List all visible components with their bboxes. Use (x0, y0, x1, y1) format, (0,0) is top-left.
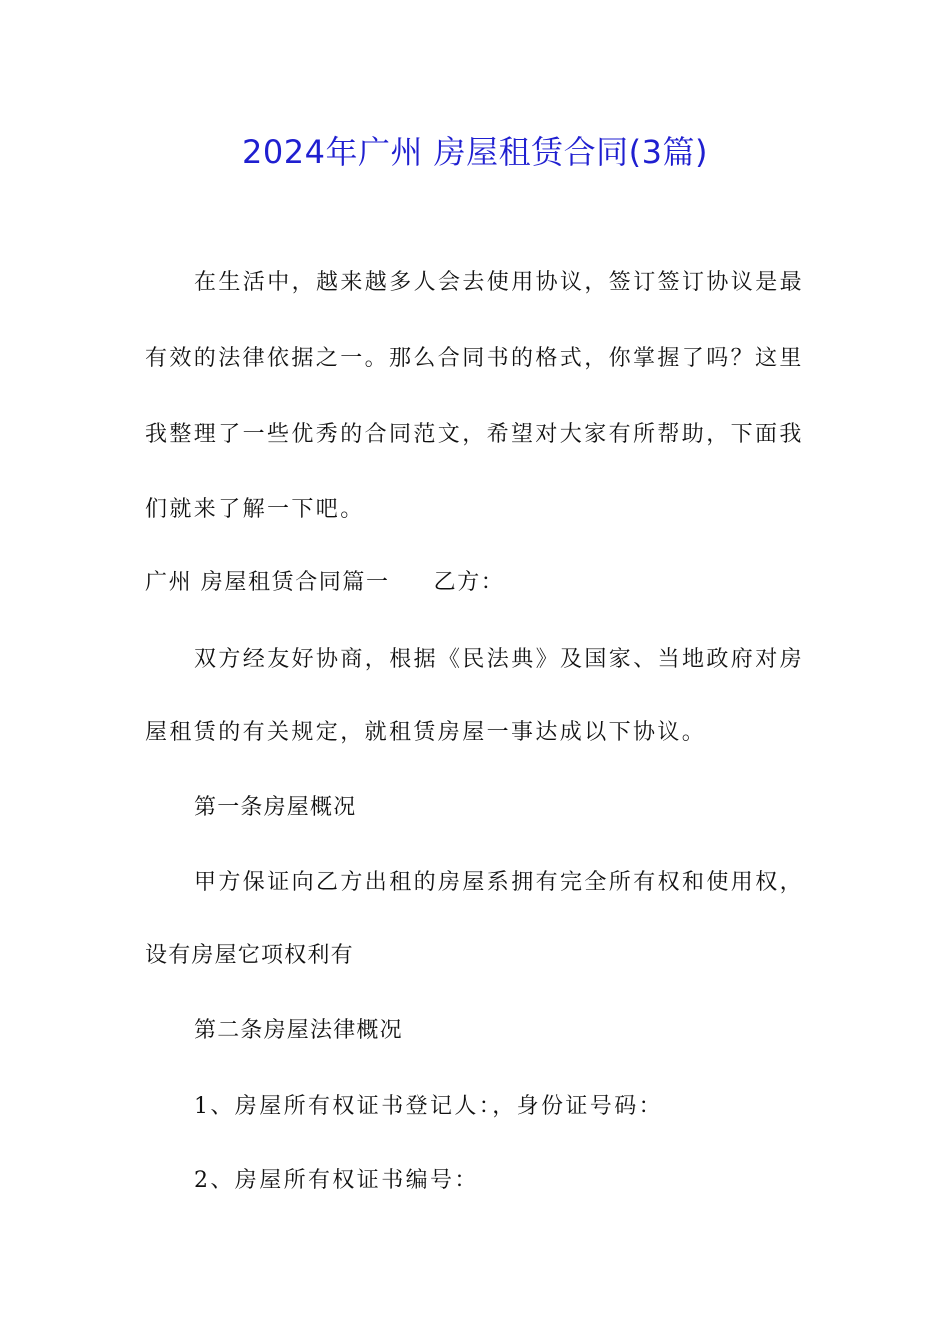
section-heading-line (145, 568, 504, 598)
intro-line-1: 在生活中，越来越多人会去使用协议，签订签订协议是最 (194, 270, 805, 295)
paragraph-1-line-1: 双方经友好协商，根据《民法典》及国家、当地政府对房 (194, 647, 805, 672)
article-2-item-2: 2、房屋所有权证书编号： (194, 1168, 479, 1193)
paragraph-1-line-2: 屋租赁的有关规定，就租赁房屋一事达成以下协议。 (145, 720, 707, 745)
section-heading: 广州 房屋租赁合同篇一 (145, 570, 390, 595)
article-2-item-1: 1、房屋所有权证书登记人：，身份证号码： (194, 1094, 663, 1119)
intro-line-3: 我整理了一些优秀的合同范文，希望对大家有所帮助，下面我 (145, 422, 804, 447)
article-1-line-2: 设有房屋它项权利有 (145, 943, 354, 968)
document-title: 2024年广州 房屋租赁合同(3篇) (242, 133, 708, 171)
article-1-heading: 第一条房屋概况 (194, 795, 357, 820)
intro-line-2: 有效的法律依据之一。那么合同书的格式，你掌握了吗？这里 (145, 346, 804, 371)
article-2-heading: 第二条房屋法律概况 (194, 1018, 403, 1043)
party-b-label: 乙方： (433, 570, 505, 595)
intro-line-4: 们就来了解一下吧。 (145, 497, 365, 522)
article-1-line-1: 甲方保证向乙方出租的房屋系拥有完全所有权和使用权， (194, 870, 805, 895)
